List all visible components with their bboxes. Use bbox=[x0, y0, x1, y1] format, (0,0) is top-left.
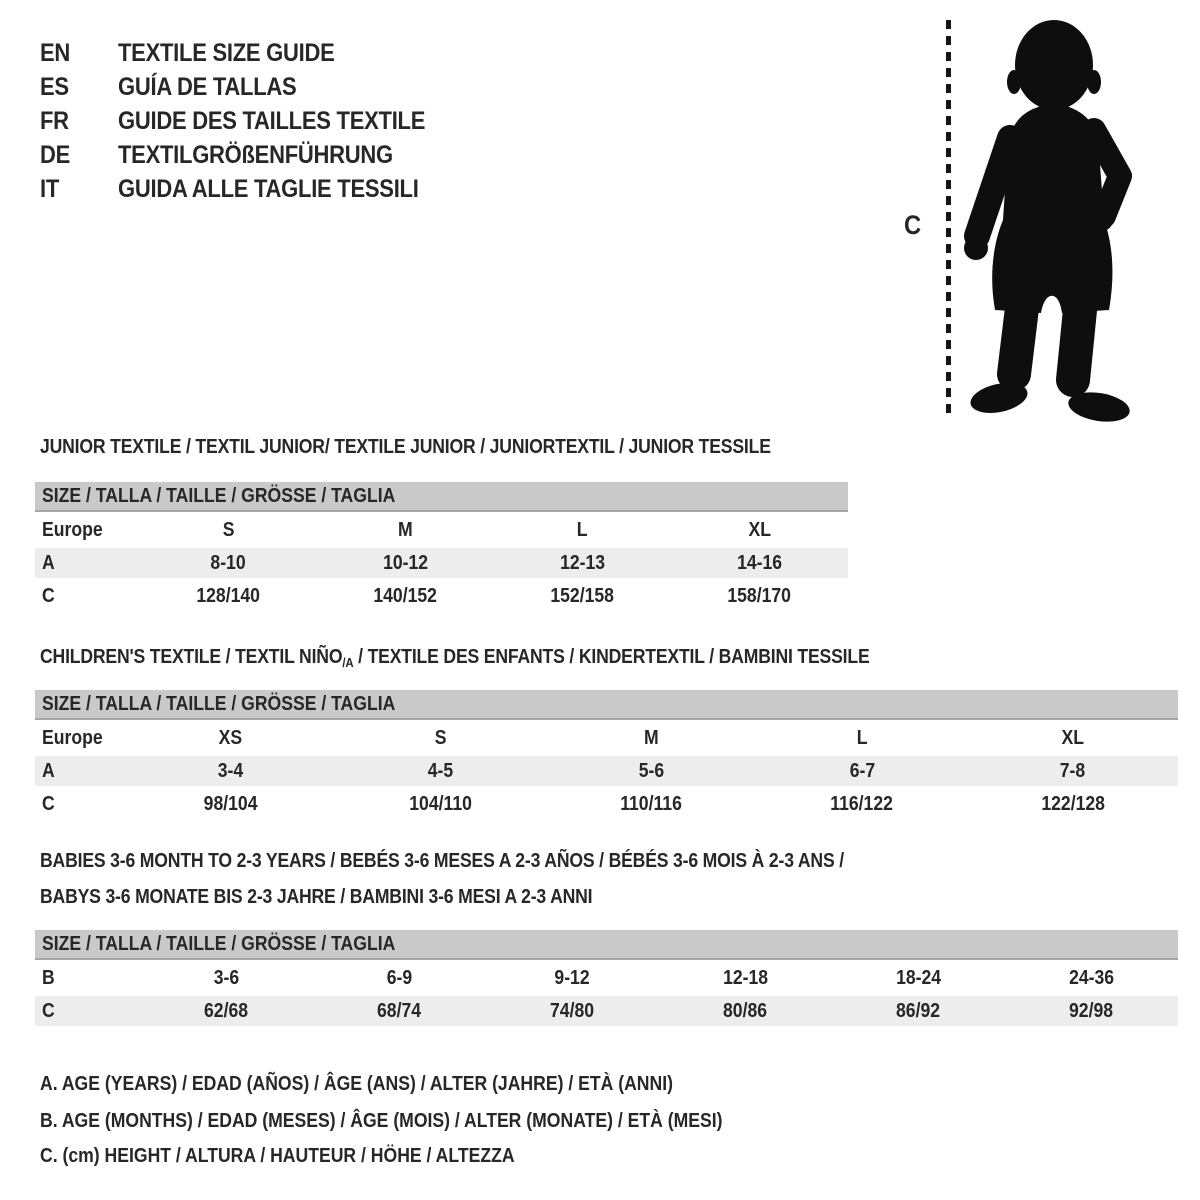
row-label: Europe bbox=[42, 726, 103, 749]
size-header-row bbox=[35, 930, 1178, 960]
value-cell: 10-12 bbox=[382, 551, 429, 574]
language-header bbox=[40, 36, 467, 206]
junior-size-table bbox=[35, 482, 848, 611]
column-header-cell: M bbox=[398, 518, 413, 541]
value-cell: 128/140 bbox=[196, 584, 261, 607]
row-label: C bbox=[42, 584, 55, 607]
lang-label: TEXTILE SIZE GUIDE bbox=[118, 38, 335, 67]
lang-row-fr bbox=[40, 104, 467, 138]
value-cell: 14-16 bbox=[736, 551, 783, 574]
column-header-cell: M bbox=[644, 726, 659, 749]
value-cell: 6-9 bbox=[386, 966, 413, 989]
lang-label: GUÍA DE TALLAS bbox=[118, 72, 297, 101]
size-header-row bbox=[35, 482, 848, 512]
value-cell: 24-36 bbox=[1068, 966, 1115, 989]
column-header-cell: XL bbox=[748, 518, 771, 541]
lang-row-es bbox=[40, 70, 467, 104]
legend-line-b: B. AGE (MONTHS) / EDAD (MESES) / ÂGE (MOIS) / ALTER (MONATE) / ETÀ (MESI) bbox=[40, 1110, 723, 1132]
age-years-row bbox=[35, 548, 848, 578]
value-cell: 18-24 bbox=[895, 966, 942, 989]
lang-label: GUIDA ALLE TAGLIE TESSILI bbox=[118, 174, 419, 203]
size-header-label: SIZE / TALLA / TAILLE / GRÖSSE / TAGLIA bbox=[42, 933, 396, 955]
row-label: B bbox=[42, 966, 55, 989]
value-cell: 122/128 bbox=[1040, 792, 1105, 815]
legend-line-a: A. AGE (YEARS) / EDAD (AÑOS) / ÂGE (ANS) / ALTER (JAHRE) / ETÀ (ANNI) bbox=[40, 1073, 673, 1095]
region-row bbox=[35, 723, 1178, 753]
height-cm-row bbox=[35, 789, 1178, 819]
column-header-cell: XS bbox=[218, 726, 243, 749]
column-header-cell: XL bbox=[1061, 726, 1084, 749]
age-months-row bbox=[35, 963, 1178, 993]
value-cell: 92/98 bbox=[1069, 999, 1114, 1022]
column-header-cell: L bbox=[577, 518, 588, 541]
height-cm-row bbox=[35, 581, 848, 611]
lang-code: ES bbox=[40, 72, 69, 101]
value-cell: 68/74 bbox=[377, 999, 422, 1022]
value-cell: 3-6 bbox=[213, 966, 240, 989]
height-cm-row bbox=[35, 996, 1178, 1026]
value-cell: 7-8 bbox=[1059, 759, 1086, 782]
value-cell: 152/158 bbox=[550, 584, 615, 607]
value-cell: 4-5 bbox=[428, 759, 454, 782]
babies-section-title-line1: BABIES 3-6 MONTH TO 2-3 YEARS / BEBÉS 3-6 MESES A 2-3 AÑOS / BÉBÉS 3-6 MOIS À 2-3 ANS / bbox=[40, 850, 844, 872]
value-cell: 74/80 bbox=[550, 999, 595, 1022]
babies-size-table bbox=[35, 930, 1178, 1026]
children-section-title bbox=[40, 646, 983, 670]
children-size-table bbox=[35, 690, 1178, 819]
value-cell: 6-7 bbox=[849, 759, 875, 782]
column-header-cell: L bbox=[856, 726, 868, 749]
age-years-row bbox=[35, 756, 1178, 786]
row-label: A bbox=[42, 551, 55, 574]
lang-row-en bbox=[40, 36, 467, 70]
value-cell: 110/116 bbox=[620, 792, 683, 815]
value-cell: 104/110 bbox=[409, 792, 473, 815]
value-cell: 3-4 bbox=[217, 759, 244, 782]
lang-code: FR bbox=[40, 106, 69, 135]
value-cell: 98/104 bbox=[203, 792, 258, 815]
value-cell: 5-6 bbox=[638, 759, 665, 782]
value-cell: 12-13 bbox=[559, 551, 606, 574]
height-measure-dashed-line bbox=[946, 20, 951, 417]
children-title-part2: / TEXTILE DES ENFANTS / KINDERTEXTIL / BAMBINI TESSILE bbox=[353, 646, 870, 668]
value-cell: 9-12 bbox=[554, 966, 591, 989]
children-title-part1: CHILDREN'S TEXTILE / TEXTIL NIÑO bbox=[40, 646, 343, 668]
value-cell: 8-10 bbox=[210, 551, 247, 574]
size-header-row bbox=[35, 690, 1178, 720]
lang-label: TEXTILGRÖßENFÜHRUNG bbox=[118, 140, 393, 169]
column-header-cell: S bbox=[435, 726, 447, 749]
value-cell: 12-18 bbox=[722, 966, 769, 989]
row-label: A bbox=[42, 759, 55, 782]
size-header-label: SIZE / TALLA / TAILLE / GRÖSSE / TAGLIA bbox=[42, 485, 396, 507]
value-cell: 158/170 bbox=[727, 584, 792, 607]
size-header-label: SIZE / TALLA / TAILLE / GRÖSSE / TAGLIA bbox=[42, 693, 396, 715]
lang-row-de bbox=[40, 138, 467, 172]
column-header-cell: S bbox=[222, 518, 235, 541]
value-cell: 80/86 bbox=[723, 999, 768, 1022]
toddler-silhouette-image bbox=[963, 18, 1140, 422]
lang-code: DE bbox=[40, 140, 71, 169]
row-label: C bbox=[42, 999, 55, 1022]
region-row bbox=[35, 515, 848, 545]
lang-code: EN bbox=[40, 38, 71, 67]
children-title-subscript: /A bbox=[342, 655, 354, 670]
height-marker-label: C bbox=[904, 210, 922, 240]
row-label: C bbox=[42, 792, 55, 815]
value-cell: 62/68 bbox=[204, 999, 249, 1022]
lang-label: GUIDE DES TAILLES TEXTILE bbox=[118, 106, 426, 135]
lang-code: IT bbox=[40, 174, 60, 203]
value-cell: 86/92 bbox=[896, 999, 941, 1022]
junior-section-title: JUNIOR TEXTILE / TEXTIL JUNIOR/ TEXTILE JUNIOR / JUNIORTEXTIL / JUNIOR TESSILE bbox=[40, 436, 771, 458]
legend-line-c: C. (cm) HEIGHT / ALTURA / HAUTEUR / HÖHE / ALTEZZA bbox=[40, 1145, 515, 1167]
babies-section-title-line2: BABYS 3-6 MONATE BIS 2-3 JAHRE / BAMBINI 3-6 MESI A 2-3 ANNI bbox=[40, 886, 593, 908]
value-cell: 116/122 bbox=[830, 792, 894, 815]
row-label: Europe bbox=[42, 518, 103, 541]
value-cell: 140/152 bbox=[373, 584, 438, 607]
lang-row-it bbox=[40, 172, 467, 206]
